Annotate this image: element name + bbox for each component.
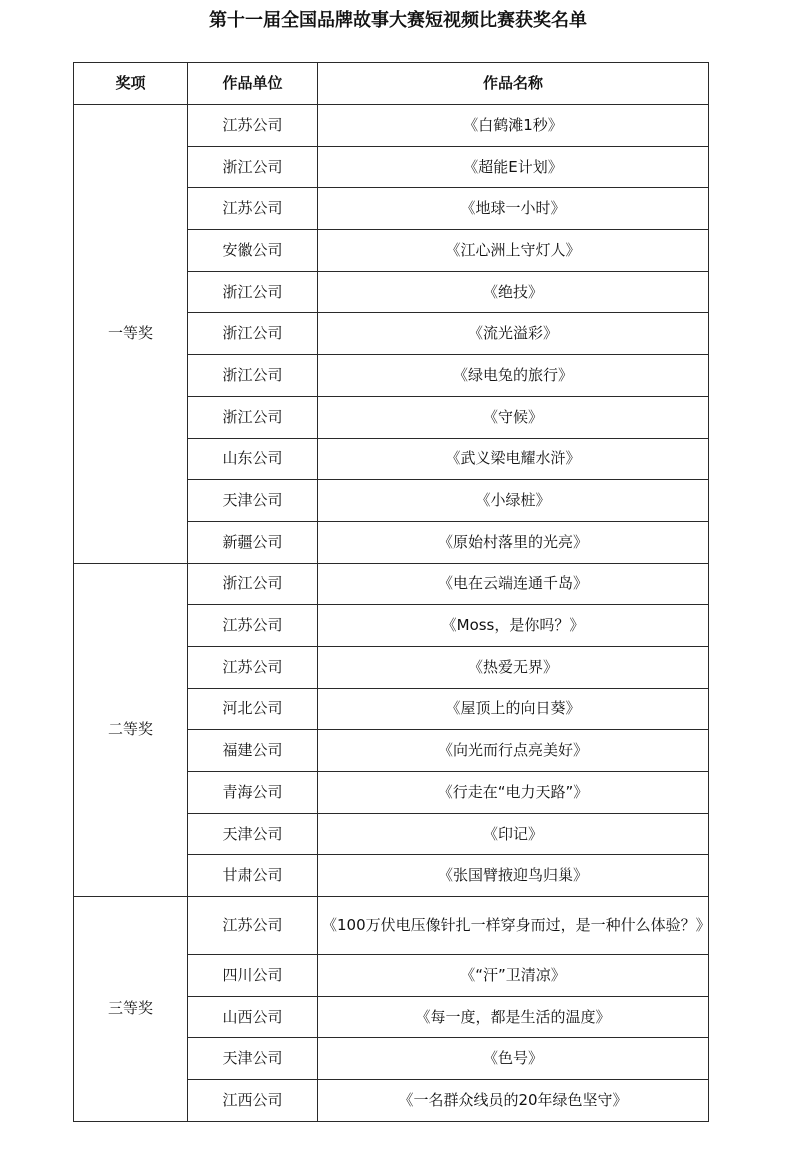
unit-cell: 浙江公司 (188, 563, 318, 605)
work-title-cell: 《张国臂掖迎鸟归巢》 (318, 855, 709, 897)
table-body (74, 105, 709, 1122)
work-title-cell: 《武义梁电耀水浒》 (318, 438, 709, 480)
table-header-row (74, 63, 709, 105)
unit-cell: 青海公司 (188, 772, 318, 814)
unit-cell: 安徽公司 (188, 230, 318, 272)
award-level-cell: 二等奖 (74, 563, 188, 897)
unit-cell: 浙江公司 (188, 146, 318, 188)
award-level-cell: 一等奖 (74, 105, 188, 564)
work-title-cell: 《“汗”卫清凉》 (318, 955, 709, 997)
table-row (74, 105, 709, 147)
unit-cell: 福建公司 (188, 730, 318, 772)
work-title-cell: 《小绿桩》 (318, 480, 709, 522)
work-title-cell: 《Moss，是你吗？》 (318, 605, 709, 647)
work-title-cell: 《超能E计划》 (318, 146, 709, 188)
page-title: 第十一届全国品牌故事大赛短视频比赛获奖名单 (209, 10, 587, 31)
award-table (73, 62, 709, 1122)
unit-cell: 江西公司 (188, 1080, 318, 1122)
unit-cell: 江苏公司 (188, 897, 318, 955)
unit-cell: 浙江公司 (188, 313, 318, 355)
unit-cell: 天津公司 (188, 480, 318, 522)
unit-cell: 新疆公司 (188, 521, 318, 563)
work-title-cell: 《绿电兔的旅行》 (318, 355, 709, 397)
unit-cell: 江苏公司 (188, 105, 318, 147)
table-row (74, 897, 709, 955)
work-title-cell: 《地球一小时》 (318, 188, 709, 230)
work-title-cell: 《向光而行点亮美好》 (318, 730, 709, 772)
unit-cell: 浙江公司 (188, 396, 318, 438)
work-title-cell: 《热爱无界》 (318, 646, 709, 688)
work-title-cell: 《流光溢彩》 (318, 313, 709, 355)
unit-cell: 山西公司 (188, 996, 318, 1038)
unit-cell: 江苏公司 (188, 646, 318, 688)
work-title-cell: 《原始村落里的光亮》 (318, 521, 709, 563)
work-title-cell: 《行走在“电力天路”》 (318, 772, 709, 814)
work-title-cell: 《电在云端连通千岛》 (318, 563, 709, 605)
unit-cell: 江苏公司 (188, 605, 318, 647)
work-title-cell: 《印记》 (318, 813, 709, 855)
work-title-cell: 《每一度，都是生活的温度》 (318, 996, 709, 1038)
unit-cell: 甘肃公司 (188, 855, 318, 897)
work-title-cell: 《一名群众线员的20年绿色坚守》 (318, 1080, 709, 1122)
work-title-cell: 《100万伏电压像针扎一样穿身而过，是一种什么体验？》 (318, 897, 709, 955)
unit-cell: 山东公司 (188, 438, 318, 480)
header-unit: 作品单位 (188, 63, 318, 105)
table-row (74, 563, 709, 605)
header-work: 作品名称 (318, 63, 709, 105)
unit-cell: 浙江公司 (188, 355, 318, 397)
award-level-cell: 三等奖 (74, 897, 188, 1122)
unit-cell: 天津公司 (188, 1038, 318, 1080)
unit-cell: 天津公司 (188, 813, 318, 855)
unit-cell: 江苏公司 (188, 188, 318, 230)
unit-cell: 四川公司 (188, 955, 318, 997)
work-title-cell: 《白鹤滩1秒》 (318, 105, 709, 147)
work-title-cell: 《守候》 (318, 396, 709, 438)
work-title-cell: 《绝技》 (318, 271, 709, 313)
work-title-cell: 《江心洲上守灯人》 (318, 230, 709, 272)
unit-cell: 河北公司 (188, 688, 318, 730)
work-title-cell: 《屋顶上的向日葵》 (318, 688, 709, 730)
header-award: 奖项 (74, 63, 188, 105)
work-title-cell: 《色号》 (318, 1038, 709, 1080)
unit-cell: 浙江公司 (188, 271, 318, 313)
